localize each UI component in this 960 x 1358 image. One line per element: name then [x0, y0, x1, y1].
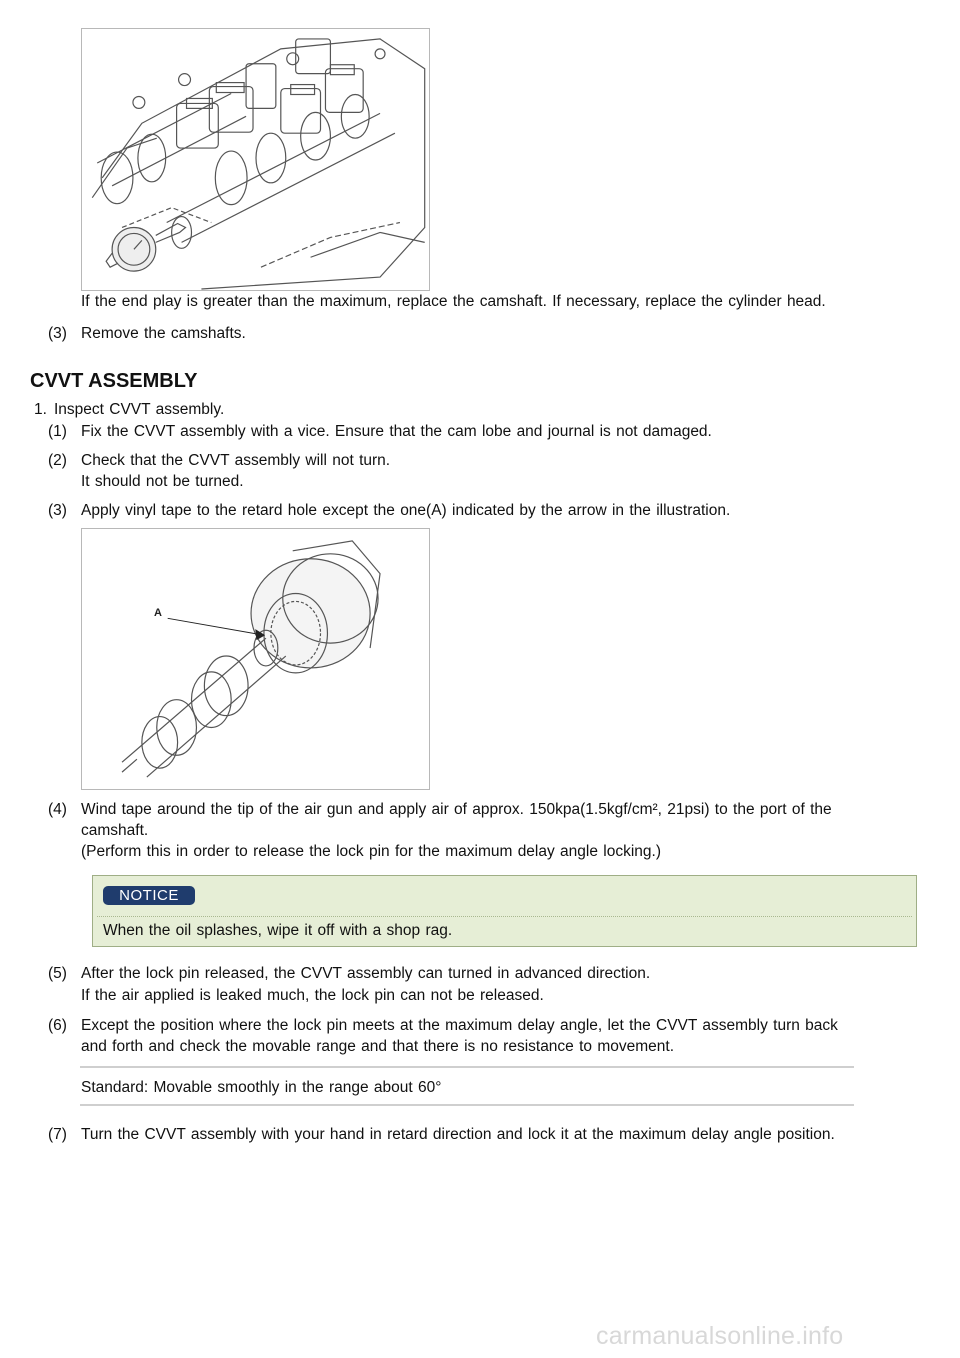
standard-spec: Standard: Movable smoothly in the range about 60° [81, 1079, 442, 1096]
step-1-text: Fix the CVVT assembly with a vice. Ensure that the cam lobe and journal is not damaged. [81, 423, 712, 440]
step-6-line-2: and forth and check the movable range and that there is no resistance to movement. [81, 1038, 675, 1055]
standard-bottom-rule [80, 1104, 854, 1106]
step-7-text: Turn the CVVT assembly with your hand in retard direction and lock it at the maximum delay angle position. [81, 1126, 835, 1143]
step-4-line-3: (Perform this in order to release the lock pin for the maximum delay angle locking.) [81, 843, 661, 860]
cvvt-assembly-figure [81, 528, 430, 790]
step-5-line-2: If the air applied is leaked much, the lock pin can not be released. [81, 987, 544, 1004]
step-5-line-1: After the lock pin released, the CVVT assembly can turned in advanced direction. [81, 965, 651, 982]
section-heading: CVVT ASSEMBLY [30, 370, 198, 392]
step-number: (3) [48, 502, 67, 519]
notice-box [92, 875, 917, 947]
standard-top-rule [80, 1066, 854, 1068]
inspect-cvvt-item: Inspect CVVT assembly. [54, 401, 225, 418]
step-4-line-1: Wind tape around the tip of the air gun and apply air of approx. 150kpa(1.5kgf/cm², 21psi) to the port of the [81, 801, 832, 818]
camshaft-end-play-illustration [82, 29, 429, 290]
notice-divider [97, 916, 912, 917]
remove-camshafts-step: Remove the camshafts. [81, 325, 246, 342]
step-number: (7) [48, 1126, 67, 1143]
step-number: (3) [48, 325, 67, 342]
notice-badge: NOTICE [103, 886, 195, 905]
list-number: 1. [34, 401, 47, 418]
notice-text: When the oil splashes, wipe it off with a shop rag. [103, 922, 453, 939]
step-6-line-1: Except the position where the lock pin meets at the maximum delay angle, let the CVVT assembly turn back [81, 1017, 838, 1034]
step-number: (1) [48, 423, 67, 440]
step-number: (2) [48, 452, 67, 469]
step-number: (5) [48, 965, 67, 982]
cvvt-assembly-illustration [82, 529, 429, 789]
step-2-line-1: Check that the CVVT assembly will not turn. [81, 452, 391, 469]
step-number: (4) [48, 801, 67, 818]
end-play-note: If the end play is greater than the maximum, replace the camshaft. If necessary, replace the cylinder head. [81, 293, 826, 310]
footer-watermark: carmanualsonline.info [596, 1322, 844, 1350]
camshaft-end-play-figure [81, 28, 430, 291]
callout-label-a: A [154, 607, 162, 619]
step-2-line-2: It should not be turned. [81, 473, 244, 490]
step-3-text: Apply vinyl tape to the retard hole except the one(A) indicated by the arrow in the illustration. [81, 502, 731, 519]
step-4-line-2: camshaft. [81, 822, 149, 839]
step-number: (6) [48, 1017, 67, 1034]
